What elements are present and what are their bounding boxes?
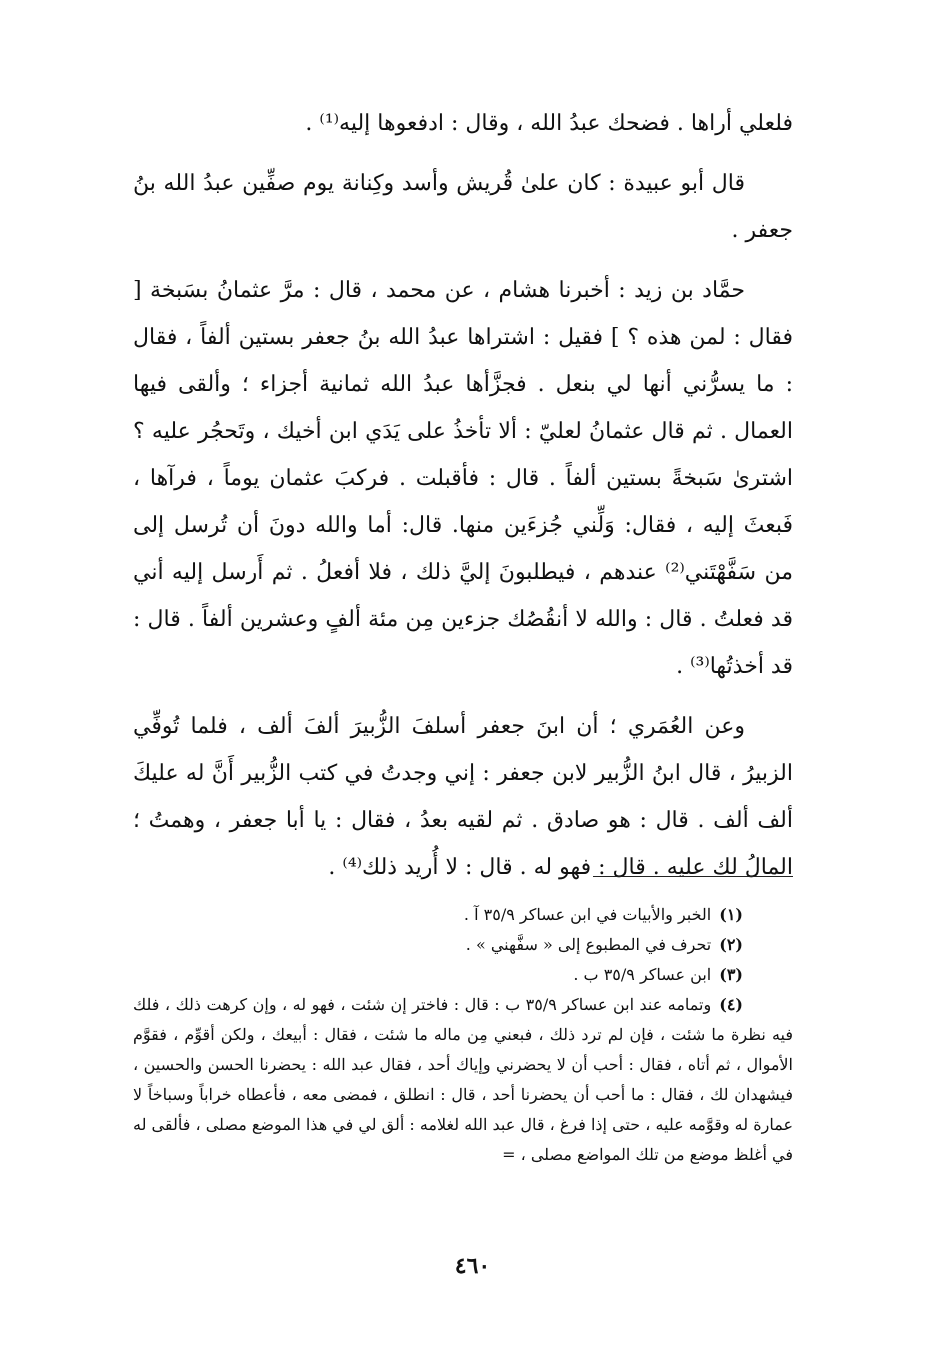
footnote-text: تحرف في المطبوع إلى « سفَّهني » . xyxy=(465,935,712,954)
footnote-text: الخبر والأبيات في ابن عساكر ٣٥/٩ آ . xyxy=(463,905,712,924)
footnotes xyxy=(133,900,793,1170)
main-text xyxy=(133,100,793,904)
footnote-separator xyxy=(593,876,793,877)
footnote-4 xyxy=(133,990,793,1170)
paragraph-1: فلعلي أراها . فضحك عبدُ الله ، وقال : ادفعوها إليه⁽¹⁾ . xyxy=(305,111,793,136)
footnote-text: ابن عساكر ٣٥/٩ ب . xyxy=(573,965,712,984)
footnote-text: وتمامه عند ابن عساكر ٣٥/٩ ب : قال : فاختر إن شئت ، فهو له ، وإن كرهت ذلك ، فلك فيه نظرة ما شئت ، فإن لم ترد ذلك ، فبعني مِن ماله ما شئت ، فقال : أبيعك ، ولكن أقوِّم ، فقوَّم الأموال ، ثم أتاه ، فقال : أحب أن لا يحضرني وإياك أحد ، فقال عبد الله : يحضرنا الحسن والحسين ، فيشهدان لك ، فقال : ما أحب أن يحضرنا أحد ، قال : انطلق ، فمضى معه ، فأعطاه خراباً وسباخاً لا عمارة له وقوَّمه عليه ، حتى إذا فرغ ، قال عبد الله لغلامه : ألق لي في هذا الموضع مصلى ، فألقى له في أغلظ موضع من تلك المواضع مصلى ، = xyxy=(133,995,794,1164)
paragraph-2: قال أبو عبيدة : كان علىٰ قُريش وأسد وكِنانة يوم صفِّين عبدُ الله بنُ جعفر . xyxy=(133,171,793,243)
footnote-number: (٤) xyxy=(719,995,743,1014)
footnote-number: (١) xyxy=(719,905,743,924)
footnote-3 xyxy=(133,960,793,990)
footnote-number: (٣) xyxy=(719,965,743,984)
paragraph-3: حمَّاد بن زيد : أخبرنا هشام ، عن محمد ، قال : مرَّ عثمانُ بسَبخة [ فقال : لمن هذه ؟ ] فقيل : اشتراها عبدُ الله بنُ جعفر بستين ألفاً ، فقال : ما يسرُّني أنها لي بنعل . فجزَّأها عبدُ الله ثمانية أجزاء ؛ وألقى فيها العمال . ثم قال عثمانُ لعليّ : ألا تأخذُ على يَدَي ابن أخيك ، وتَحجُر عليه ؟ اشترىٰ سَبخةً بستين ألفاً . قال : فأقبلت . فركبَ عثمان يوماً ، فرآها ، فَبعثَ إليه ، فقال: وَلِّني جُزءَين منها. قال: أما والله دونَ أن تُرسل إلى من سَفَّهْتَني⁽²⁾ عندهم ، فيطلبونَ إليَّ ذلك ، فلا أفعلُ . ثم أَرسل إليه أني قد فعلتُ . قال : والله لا أنقُصُك جزءين مِن مئة ألفٍ وعشرين ألفاً . قال : قد أخذتُها⁽³⁾ . xyxy=(133,278,793,679)
footnote-1 xyxy=(133,900,793,930)
footnote-number: (٢) xyxy=(719,935,743,954)
page-number: ٤٦٠ xyxy=(454,1253,491,1279)
paragraph-4: وعن العُمَري ؛ أن ابنَ جعفر أسلفَ الزُّبيرَ ألفَ ألف ، فلما تُوفِّي الزبيرُ ، قال ابنُ الزُّبير لابن جعفر : إني وجدتُ في كتب الزُّبير أَنَّ له عليكَ ألف ألف . قال : هو صادق . ثم لقيه بعدُ ، فقال : يا أبا جعفر ، وهمتُ ؛ المالُ لك عليه . قال : فهو له . قال : لا أُريد ذلك⁽⁴⁾ . xyxy=(133,714,793,880)
footnote-2 xyxy=(133,930,793,960)
